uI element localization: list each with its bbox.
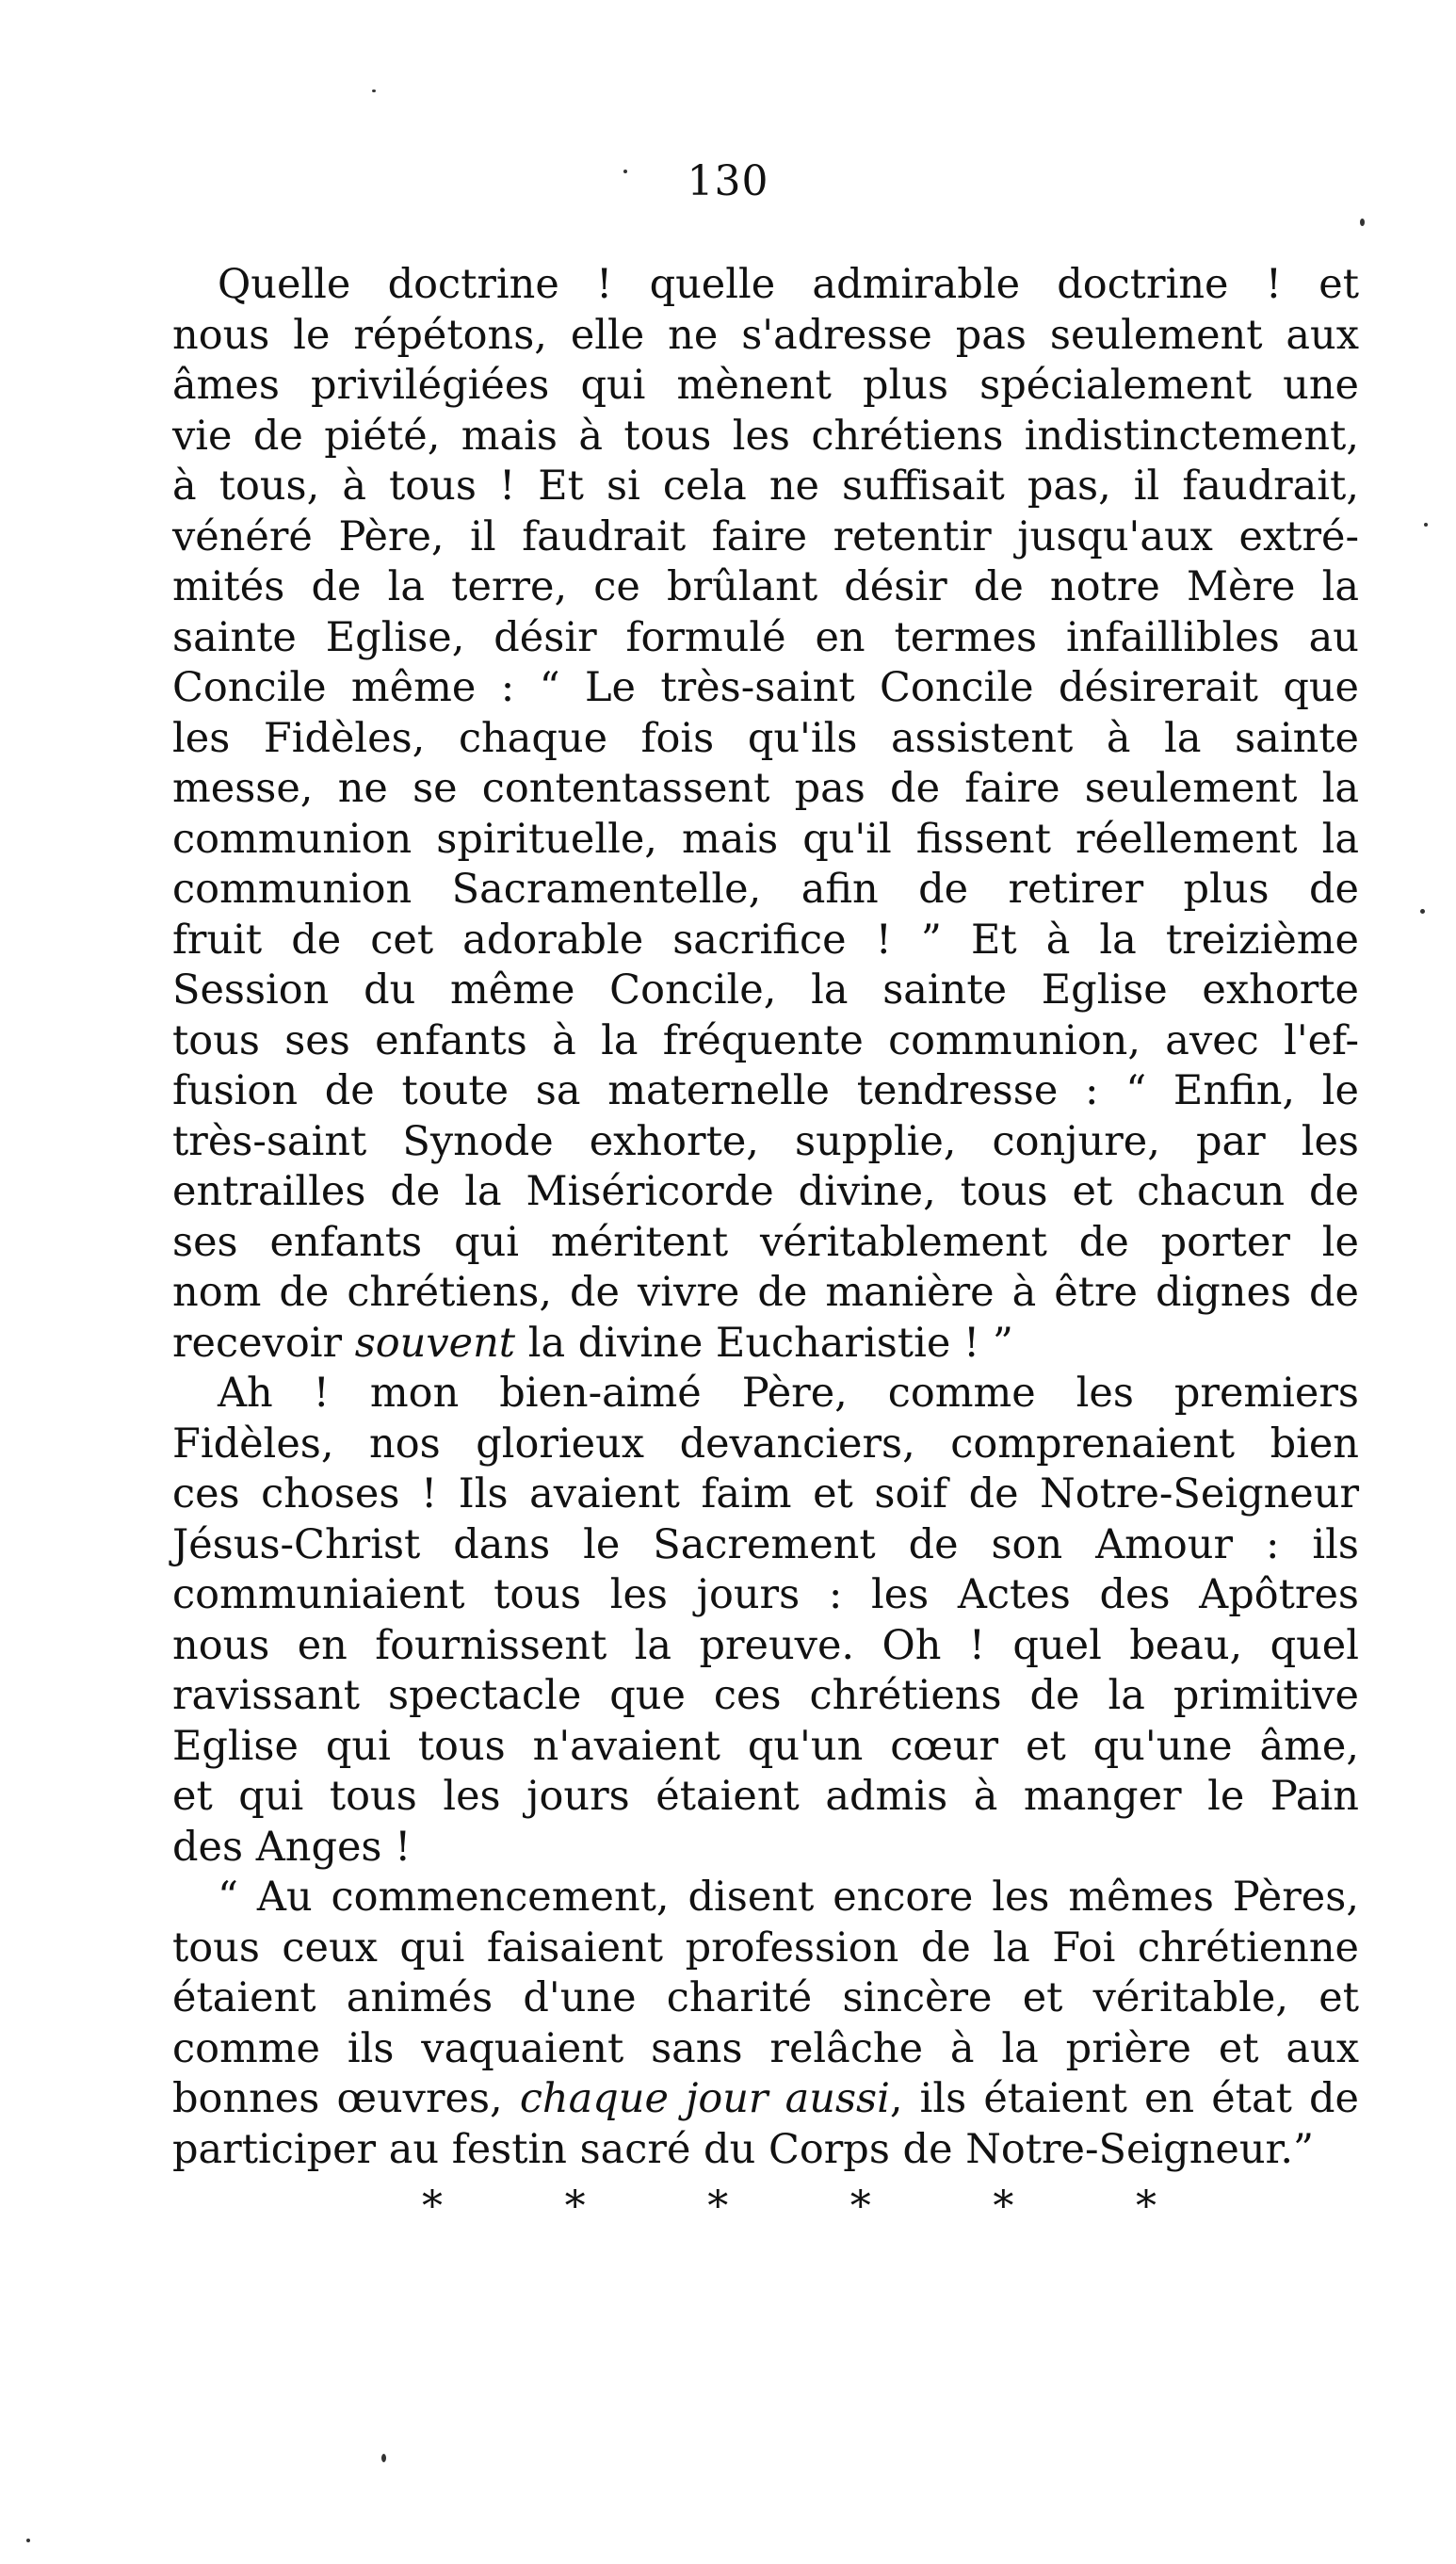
text-line: communion spirituelle, mais qu'il fissent réellement la [172,815,1359,863]
emphasized-text: souvent [354,1319,516,1367]
text-run: bonnes œuvres, [172,2075,520,2122]
section-separator [422,2179,1157,2235]
text-run: recevoir [172,1319,355,1367]
asterisk: * [993,2183,1014,2231]
text-line: et qui tous les jours étaient admis à manger le Pain [172,1773,1359,1820]
text-line: fusion de toute sa maternelle tendresse : “ Enfin, le [172,1067,1359,1114]
body-text [172,260,1359,2235]
paragraphs-container [172,260,1359,2175]
text-line: Ah ! mon bien-aimé Père, comme les premiers [218,1370,1359,1417]
text-line: vie de piété, mais à tous les chrétiens indistinctement, [172,412,1359,460]
scan-speck [1360,219,1365,226]
text-line: ravissant spectacle que ces chrétiens de la primitive [172,1672,1359,1719]
text-line: des Anges ! [172,1823,412,1871]
text-line: communiaient tous les jours : les Actes des Apôtres [172,1571,1359,1618]
text-line: ses enfants qui méritent véritablement de porter le [172,1218,1359,1266]
text-line: sainte Eglise, désir formulé en termes infaillibles au [172,613,1359,661]
text-line: tous ses enfants à la fréquente communion, avec l'ef- [172,1016,1359,1064]
text-line: Concile même : “ Le très-saint Concile désirerait que [172,664,1359,711]
text-line: mités de la terre, ce brûlant désir de notre Mère la [172,563,1359,610]
text-run: , ils étaient en état de [889,2075,1359,2122]
text-line [172,1319,1359,1370]
text-line [172,2074,1359,2125]
asterisk: * [422,2183,443,2231]
text-line: participer au festin sacré du Corps de Notre-Seigneur.” [172,2125,1315,2173]
scan-speck [623,170,627,173]
asterisk: * [707,2183,729,2231]
scan-speck [372,89,376,92]
scan-speck [26,2539,30,2542]
scan-speck [1424,523,1428,527]
text-line: vénéré Père, il faudrait faire retentir jusqu'aux extré- [172,512,1359,560]
text-line: très-saint Synode exhorte, supplie, conjure, par les [172,1117,1359,1165]
text-line: Fidèles, nos glorieux devanciers, comprenaient bien [172,1420,1359,1468]
text-line: étaient animés d'une charité sincère et véritable, et [172,1974,1359,2021]
text-line: Eglise qui tous n'avaient qu'un cœur et qu'une âme, [172,1722,1359,1770]
text-line: à tous, à tous ! Et si cela ne suffisait pas, il faudrait, [172,462,1359,510]
asterisk: * [564,2183,586,2231]
paragraph [172,260,1359,1369]
text-run: la divine Eucharistie ! ” [515,1319,1013,1367]
text-line: messe, ne se contentassent pas de faire seulement la [172,765,1359,812]
paragraph [172,1369,1359,1873]
page-number: 130 [687,157,769,205]
scan-speck [381,2454,386,2462]
text-line: communion Sacramentelle, afin de retirer plus de [172,866,1359,913]
text-line: nous le répétons, elle ne s'adresse pas seulement aux [172,311,1359,359]
text-line: nom de chrétiens, de vivre de manière à être dignes de [172,1269,1359,1316]
text-line: entrailles de la Miséricorde divine, tous et chacun de [172,1168,1359,1215]
text-line: fruit de cet adorable sacrifice ! ” Et à la treizième [172,916,1359,964]
text-line: Session du même Concile, la sainte Eglise exhorte [172,966,1359,1014]
asterisk: * [1135,2183,1157,2231]
asterisk: * [849,2183,871,2231]
text-line: comme ils vaquaient sans relâche à la prière et aux [172,2024,1359,2072]
text-line: Jésus-Christ dans le Sacrement de son Amour : ils [172,1520,1359,1568]
text-line: les Fidèles, chaque fois qu'ils assistent à la sainte [172,714,1359,762]
text-line: nous en fournissent la preuve. Oh ! quel beau, quel [172,1621,1359,1669]
text-line: Quelle doctrine ! quelle admirable doctrine ! et [218,261,1359,308]
paragraph [172,1873,1359,2175]
text-line: tous ceux qui faisaient profession de la Foi chrétienne [172,1923,1359,1972]
text-line: âmes privilégiées qui mènent plus spécialement une [172,362,1359,409]
emphasized-text: chaque jour aussi [519,2075,890,2122]
text-line: “ Au commencement, disent encore les mêmes Pères, [218,1874,1359,1921]
scan-speck [1420,909,1425,914]
text-line: ces choses ! Ils avaient faim et soif de Notre-Seigneur [172,1470,1359,1517]
